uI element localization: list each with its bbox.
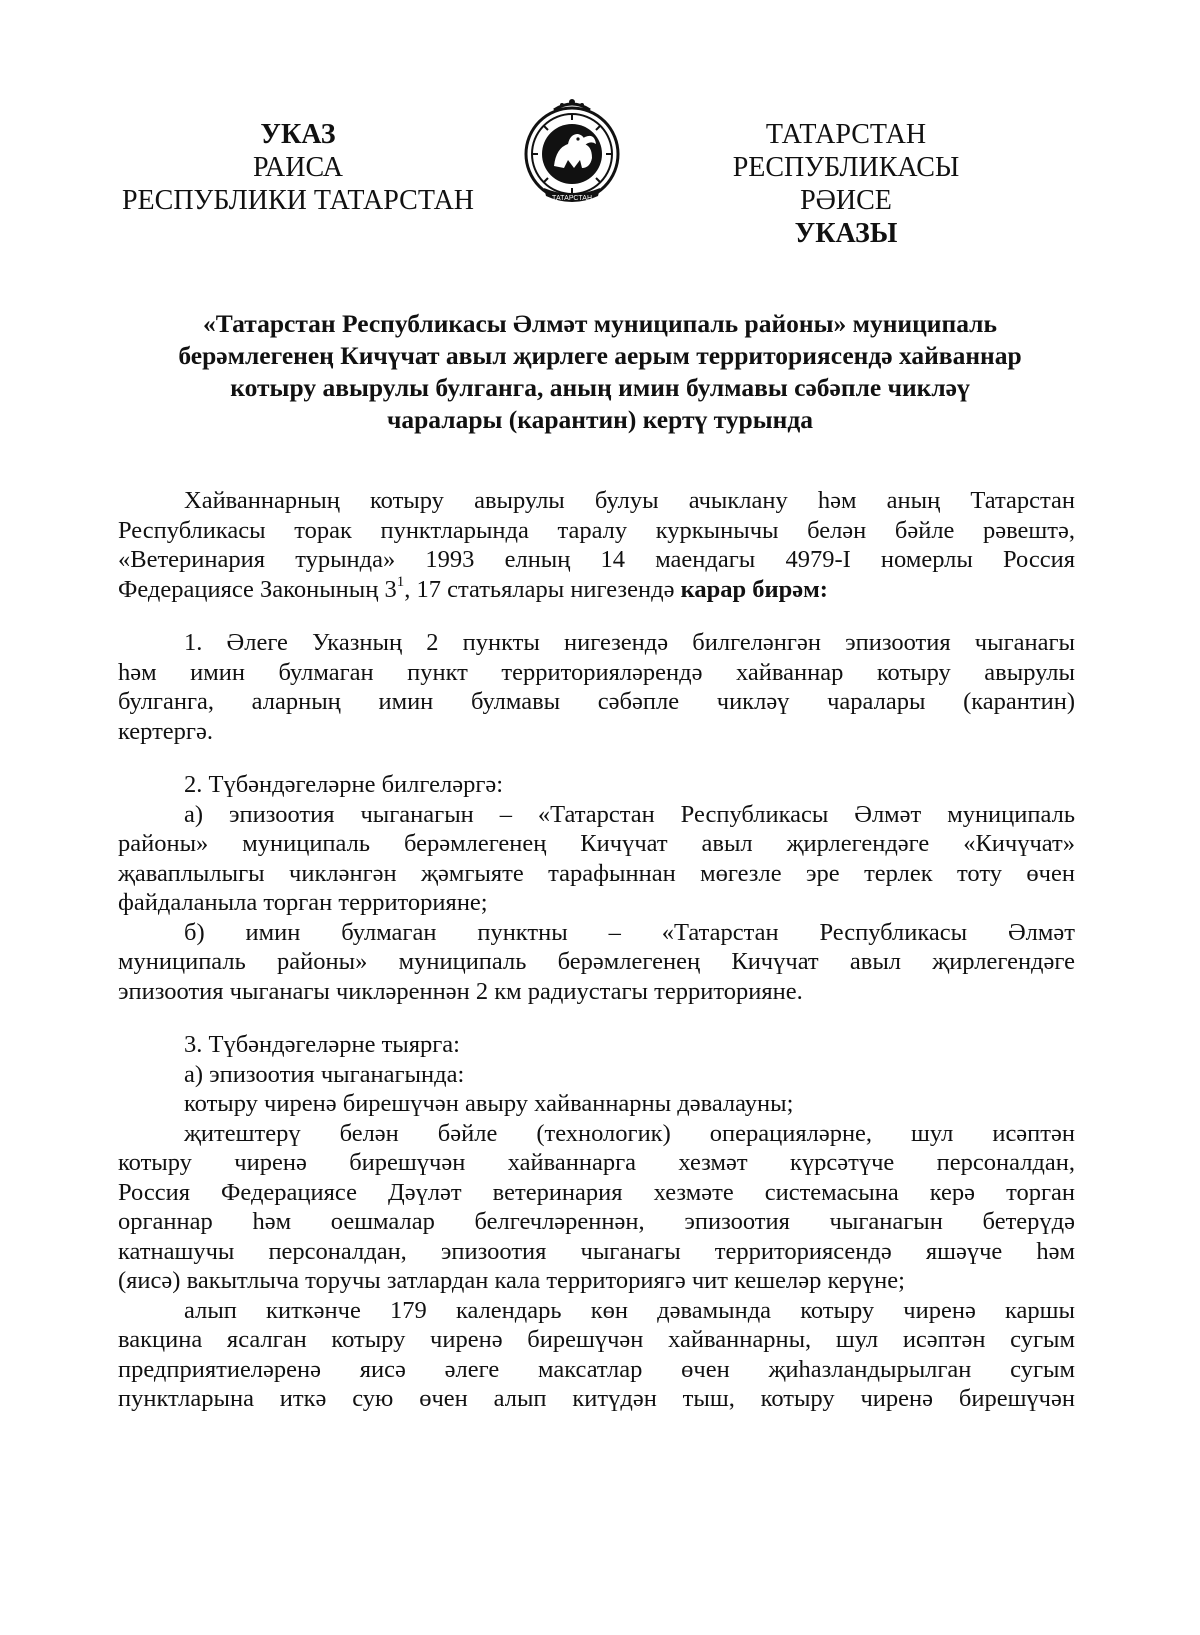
title-line-4: чаралары (карантин) кертү турында <box>386 405 813 434</box>
p3-item-2-line-3: Россия Федерациясе Дәүләт ветеринария хезмәте системасына керә торган <box>118 1178 1075 1206</box>
p3-a-heading: а) эпизоотия чыганагында: <box>184 1060 465 1088</box>
p3-item-3-line-2: вакцина ясалган котыру чиренә бирешүчән хайваннарны, шул исәптән сугым <box>118 1326 1075 1353</box>
p3-item-2-line-4: органнар һәм оешмалар белгечләреннән, эпизоотия чыганагын бетерүдә <box>118 1208 1075 1235</box>
header-left-line-1: УКАЗ <box>260 119 336 150</box>
p2-a-line-4: файдаланыла торган территорияне; <box>118 889 488 916</box>
p2-a-line-1: а) эпизоотия чыганагын – «Татарстан Республикасы Әлмәт муниципаль <box>184 800 1075 828</box>
p2-b-line-2: муниципаль районы» муниципаль берәмлегенең Кичүчат авыл җирлегендәге <box>118 948 1075 975</box>
p3-item-2-line-6: (яисә) вакытлыча торучы затлардан кала территориягә чит кешеләр керүне; <box>118 1267 905 1294</box>
preamble-superscript: 1 <box>396 573 405 590</box>
p3-item-2-line-5: катнашучы персоналдан, эпизоотия чыганагы территориясендә яшәүче һәм <box>118 1237 1075 1265</box>
header-right-line-1: ТАТАРСТАН РЕСПУБЛИКАСЫ <box>732 119 960 183</box>
header-left-line-2: РАИСА <box>253 152 343 183</box>
p3-item-3-line-1: алып киткәнче 179 календарь көн дәвамында котыру чиренә каршы <box>184 1296 1075 1324</box>
header-left-line-3: РЕСПУБЛИКИ ТАТАРСТАН <box>121 185 475 216</box>
p2-b-line-1: б) имин булмаган пунктны – «Татарстан Республикасы Әлмәт <box>184 918 1075 946</box>
preamble-line-3: «Ветеринария турында» 1993 елның 14 маендагы 4979-I номерлы Россия <box>118 546 1075 573</box>
header-right-tatar <box>652 118 1040 250</box>
p1-line-1: 1. Әлеге Указның 2 пункты нигезендә билгеләнгән эпизоотия чыганагы <box>184 629 1075 656</box>
preamble-decision: карар бирәм: <box>680 575 828 603</box>
preamble-text-a: Федерациясе Законының 3 <box>118 575 397 603</box>
header-right-line-2: РӘИСЕ <box>800 185 892 216</box>
title-line-2: берәмлегенең Кичүчат авыл җирлеге аерым территориясендә хайваннар <box>178 341 1022 370</box>
emblem-banner-text: ТАТАРСТАН <box>551 195 593 202</box>
p2-a-line-3: җаваплылыгы чикләнгән җәмгыяте тарафыннан мөгезле эре терлек тоту өчен <box>118 859 1075 887</box>
preamble-line-4 <box>118 575 1075 605</box>
preamble-line-1: Хайваннарның котыру авырулы булуы ачыклану һәм аның Татарстан <box>184 487 1075 514</box>
preamble-text-b: , 17 статьялары нигезендә <box>404 575 681 603</box>
document-title <box>140 308 1060 436</box>
p1-line-4: кертергә. <box>118 717 213 745</box>
p3-item-1: котыру чиренә бирешүчән авыру хайваннарны дәвалауны; <box>184 1090 794 1117</box>
p2-heading: 2. Түбәндәгеләрне билгеләргә: <box>184 771 504 798</box>
coat-of-arms-emblem <box>520 96 624 208</box>
p3-heading: 3. Түбәндәгеләрне тыярга: <box>184 1031 460 1058</box>
header-right-line-3: УКАЗЫ <box>794 218 898 249</box>
title-line-1: «Татарстан Республикасы Әлмәт муниципаль районы» муниципаль <box>203 309 997 338</box>
p1-line-2: һәм имин булмаган пункт территорияләрендә хайваннар котыру авырулы <box>118 658 1075 686</box>
document-body <box>118 486 1075 1414</box>
p3-item-3-line-3: предприятиеләренә яисә әлеге максатлар өчен җиһазландырылган сугым <box>118 1355 1075 1383</box>
p3-item-2-line-1: җитештерү белән бәйле (технологик) операцияләрне, шул исәптән <box>184 1119 1075 1147</box>
p3-item-2-line-2: котыру чиренә бирешүчән хайваннарга хезмәт күрсәтүче персоналдан, <box>118 1149 1075 1176</box>
p1-line-3: булганга, аларның имин булмавы сәбәпле чикләү чаралары (карантин) <box>118 688 1075 715</box>
title-line-3: котыру авырулы булганга, аның имин булмавы сәбәпле чикләү <box>230 373 970 402</box>
p2-a-line-2: районы» муниципаль берәмлегенең Кичүчат авыл җирлегендәге «Кичүчат» <box>118 830 1075 857</box>
p2-b-line-3: эпизоотия чыганагы чикләреннән 2 км радиустагы территорияне. <box>118 977 803 1005</box>
p3-item-3-line-4: пунктларына иткә сую өчен алып китүдән тыш, котыру чиренә бирешүчән <box>118 1385 1075 1412</box>
header-left-russian <box>112 118 484 217</box>
preamble-line-2: Республикасы торак пунктларында таралу куркынычы белән бәйле рәвештә, <box>118 516 1075 544</box>
